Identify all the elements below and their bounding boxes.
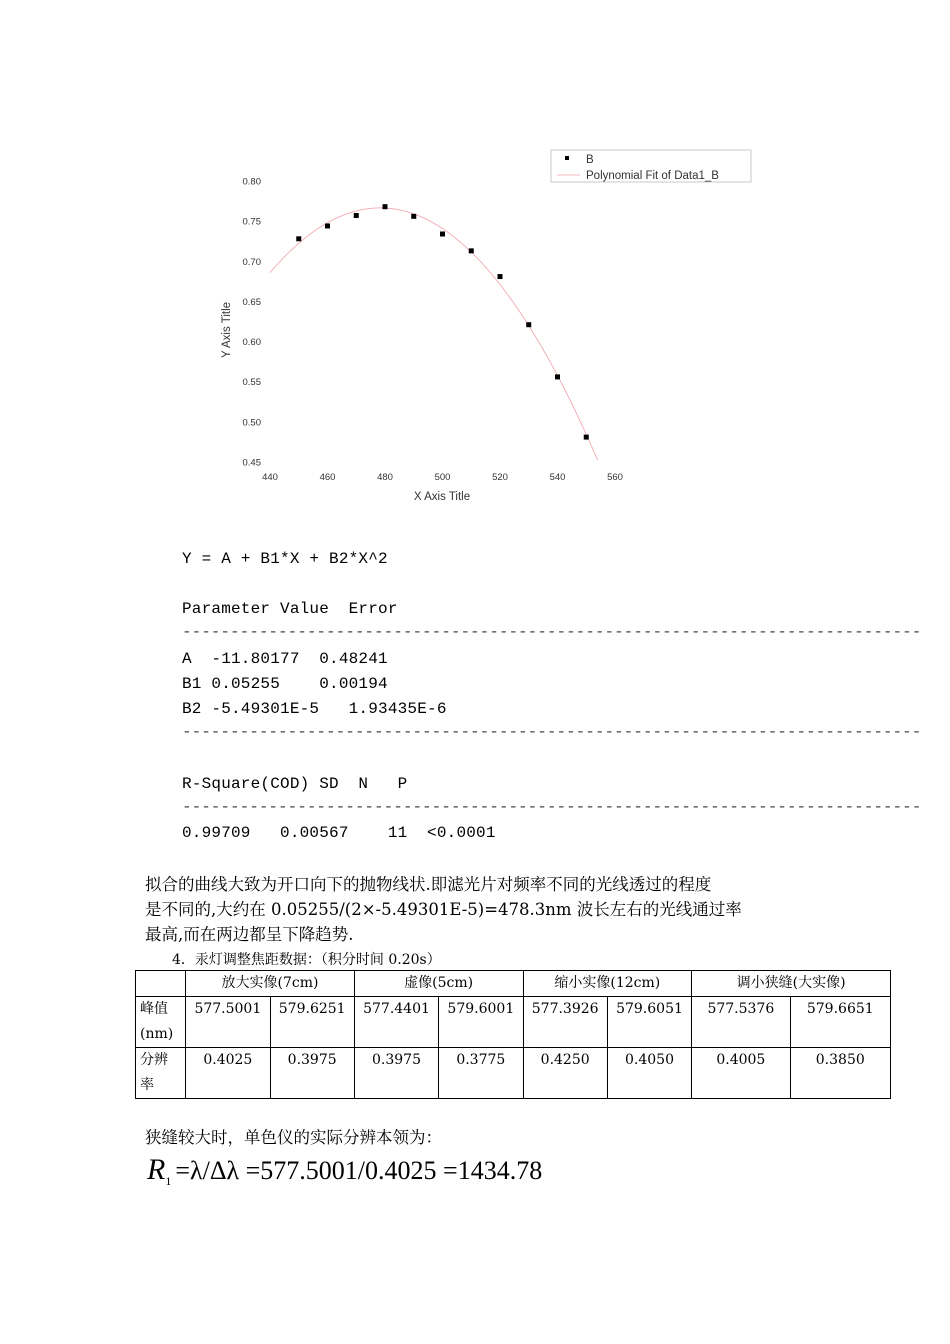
y-tick-label: 0.55 [242,377,261,389]
conclusion-text: 狭缝较大时，单色仪的实际分辨本领为： [145,1128,442,1147]
legend-entry-points: B [586,154,594,166]
fit-equation: Y = A + B1*X + B2*X^2 [182,550,388,568]
header-cell: 虚像(5cm) [354,971,523,997]
data-point [526,322,531,327]
legend [551,150,751,182]
x-tick-label: 520 [492,472,508,483]
x-tick-label: 540 [549,472,566,483]
table-cell: 579.6651 [790,997,890,1048]
x-tick-labels [262,472,623,483]
x-tick-label: 460 [319,472,336,483]
table-cell: 0.4025 [186,1048,270,1099]
row-label-peak: 峰值 (nm) [136,997,186,1048]
table-corner-cell [136,971,186,997]
separator-2: ----------------------------------------------------------------------------- [182,723,922,741]
data-point [296,236,301,241]
formula-subscript: 1 [165,1174,172,1189]
table-cell: 579.6001 [439,997,523,1048]
table-cell: 0.4050 [607,1048,691,1099]
table-cell: 0.3975 [270,1048,354,1099]
fit-chart [210,145,770,515]
y-tick-label: 0.70 [242,256,261,268]
table-cell: 577.5376 [692,997,790,1048]
header-cell: 缩小实像(12cm) [523,971,692,997]
formula-body: =λ/Δλ =577.5001/0.4025 =1434.78 [175,1156,543,1185]
mercury-lamp-table [135,970,891,1099]
data-point [555,374,560,379]
x-axis-title: X Axis Title [413,491,471,503]
analysis-line-2: 是不同的,大约在 0.05255/(2×-5.49301E-5)=478.3nm 波长左右的光线通过率 [145,900,742,919]
legend-entry-fit: Polynomial Fit of Data1_B [586,170,719,182]
data-point [383,204,388,209]
separator-1: ----------------------------------------------------------------------------- [182,623,922,641]
section-4-heading: 4．汞灯调整焦距数据：（积分时间 0.20s） [172,952,441,968]
y-axis-title: Y Axis Title [221,301,233,359]
x-tick-label: 480 [377,472,393,483]
table-cell: 0.4250 [523,1048,607,1099]
row-label-resolution: 分辨 率 [136,1048,186,1099]
polynomial-fit-curve [270,208,598,460]
table-row [136,997,891,1048]
param-row-b2: B2 -5.49301E-5 1.93435E-6 [182,700,447,718]
data-point [411,214,416,219]
table-cell: 0.3850 [790,1048,890,1099]
data-point [469,248,474,253]
table-cell: 0.3775 [439,1048,523,1099]
param-row-a: A -11.80177 0.48241 [182,650,388,668]
table-row [136,1048,891,1099]
table-cell: 579.6251 [270,997,354,1048]
table-cell: 0.3975 [354,1048,438,1099]
table-cell: 577.5001 [186,997,270,1048]
y-tick-label: 0.45 [242,457,261,469]
y-tick-label: 0.50 [242,417,261,429]
legend-marker-points [565,156,569,160]
resolution-formula [147,1153,542,1189]
x-tick-label: 500 [434,472,451,483]
table-cell: 579.6051 [607,997,691,1048]
data-point [354,213,359,218]
table-cell: 577.3926 [523,997,607,1048]
data-points [296,204,589,439]
y-tick-label: 0.80 [242,176,261,188]
param-header: Parameter Value Error [182,600,398,618]
table-header-row [136,971,891,997]
header-cell: 放大实像(7cm) [186,971,355,997]
analysis-line-1: 拟合的曲线大致为开口向下的抛物线状.即滤光片对频率不同的光线透过的程度 [145,875,712,894]
data-point [498,274,503,279]
table-cell: 577.4401 [354,997,438,1048]
formula-r: R [147,1153,166,1186]
stats-header: R-Square(COD) SD N P [182,775,408,793]
y-tick-label: 0.65 [242,296,261,308]
data-point [584,435,589,440]
data-point [440,231,445,236]
data-point [325,223,330,228]
y-tick-labels [243,177,262,469]
y-tick-label: 0.75 [242,216,261,228]
param-row-b1: B1 0.05255 0.00194 [182,675,388,693]
table-cell: 0.4005 [692,1048,790,1099]
analysis-paragraph [145,872,742,947]
y-tick-label: 0.60 [242,337,261,349]
analysis-line-3: 最高,而在两边都呈下降趋势. [145,925,354,944]
x-tick-label: 560 [607,472,623,483]
separator-3: ----------------------------------------------------------------------------- [182,798,922,816]
x-tick-label: 440 [262,472,278,483]
stats-row: 0.99709 0.00567 11 <0.0001 [182,824,496,842]
header-cell: 调小狭缝(大实像) [692,971,891,997]
